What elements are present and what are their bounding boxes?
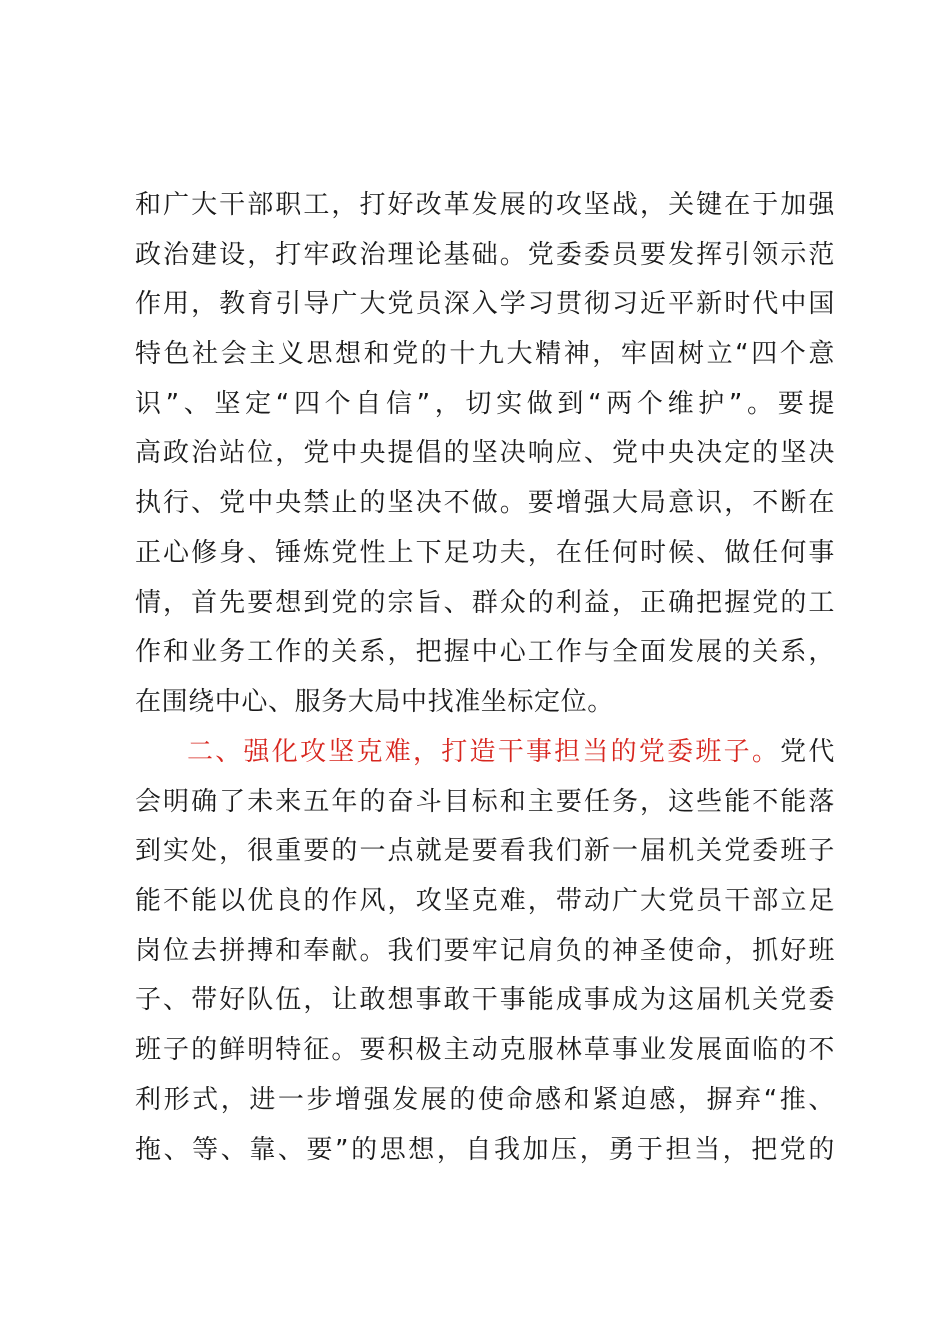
text-line: 能不能以优良的作风，攻坚克难，带动广大党员干部立足 <box>135 886 835 917</box>
text-line: 和广大干部职工，打好改革发展的攻坚战，关键在于加强 <box>135 190 835 220</box>
section-heading: 二、强化攻坚克难，打造干事担当的党委班子。 <box>187 737 781 767</box>
paragraph-2-first-line <box>135 728 835 778</box>
text-line: 拖、等、靠、要”的思想，自我加压，勇于担当，把党的 <box>135 1134 835 1165</box>
text-line: 利形式，进一步增强发展的使命感和紧迫感，摒弃“推、 <box>135 1084 835 1115</box>
text-line: 作和业务工作的关系，把握中心工作与全面发展的关系， <box>135 637 835 668</box>
text-line: 到实处，很重要的一点就是要看我们新一届机关党委班子 <box>135 836 835 867</box>
text-line: 政治建设，打牢政治理论基础。党委委员要发挥引领示范 <box>135 239 835 270</box>
text-line: 班子的鲜明特征。要积极主动克服林草事业发展面临的不 <box>135 1035 835 1066</box>
text-line: 子、带好队伍，让敢想事敢干事能成事成为这届机关党委 <box>135 985 835 1016</box>
text-line: 岗位去拼搏和奉献。我们要牢记肩负的神圣使命，抓好班 <box>135 935 835 966</box>
text-line: 执行、党中央禁止的坚决不做。要增强大局意识，不断在 <box>135 488 835 519</box>
text-line: 在围绕中心、服务大局中找准坐标定位。 <box>135 686 614 717</box>
text-line: 作用，教育引导广大党员深入学习贯彻习近平新时代中国 <box>135 289 835 320</box>
text-line: 特色社会主义思想和党的十九大精神，牢固树立“四个意 <box>135 339 835 370</box>
text-line: 高政治站位，党中央提倡的坚决响应、党中央决定的坚决 <box>135 438 835 469</box>
text-line: 正心修身、锤炼党性上下足功夫，在任何时候、做任何事 <box>135 537 835 568</box>
paragraph-2 <box>135 728 835 1175</box>
text-line: 识”、坚定“四个自信”，切实做到“两个维护”。要提 <box>135 388 835 419</box>
text-line: 情，首先要想到党的宗旨、群众的利益，正确把握党的工 <box>135 587 835 618</box>
paragraph-1 <box>135 181 835 728</box>
text-run: 党代 <box>780 737 836 767</box>
text-line: 会明确了未来五年的奋斗目标和主要任务，这些能不能落 <box>135 786 835 817</box>
